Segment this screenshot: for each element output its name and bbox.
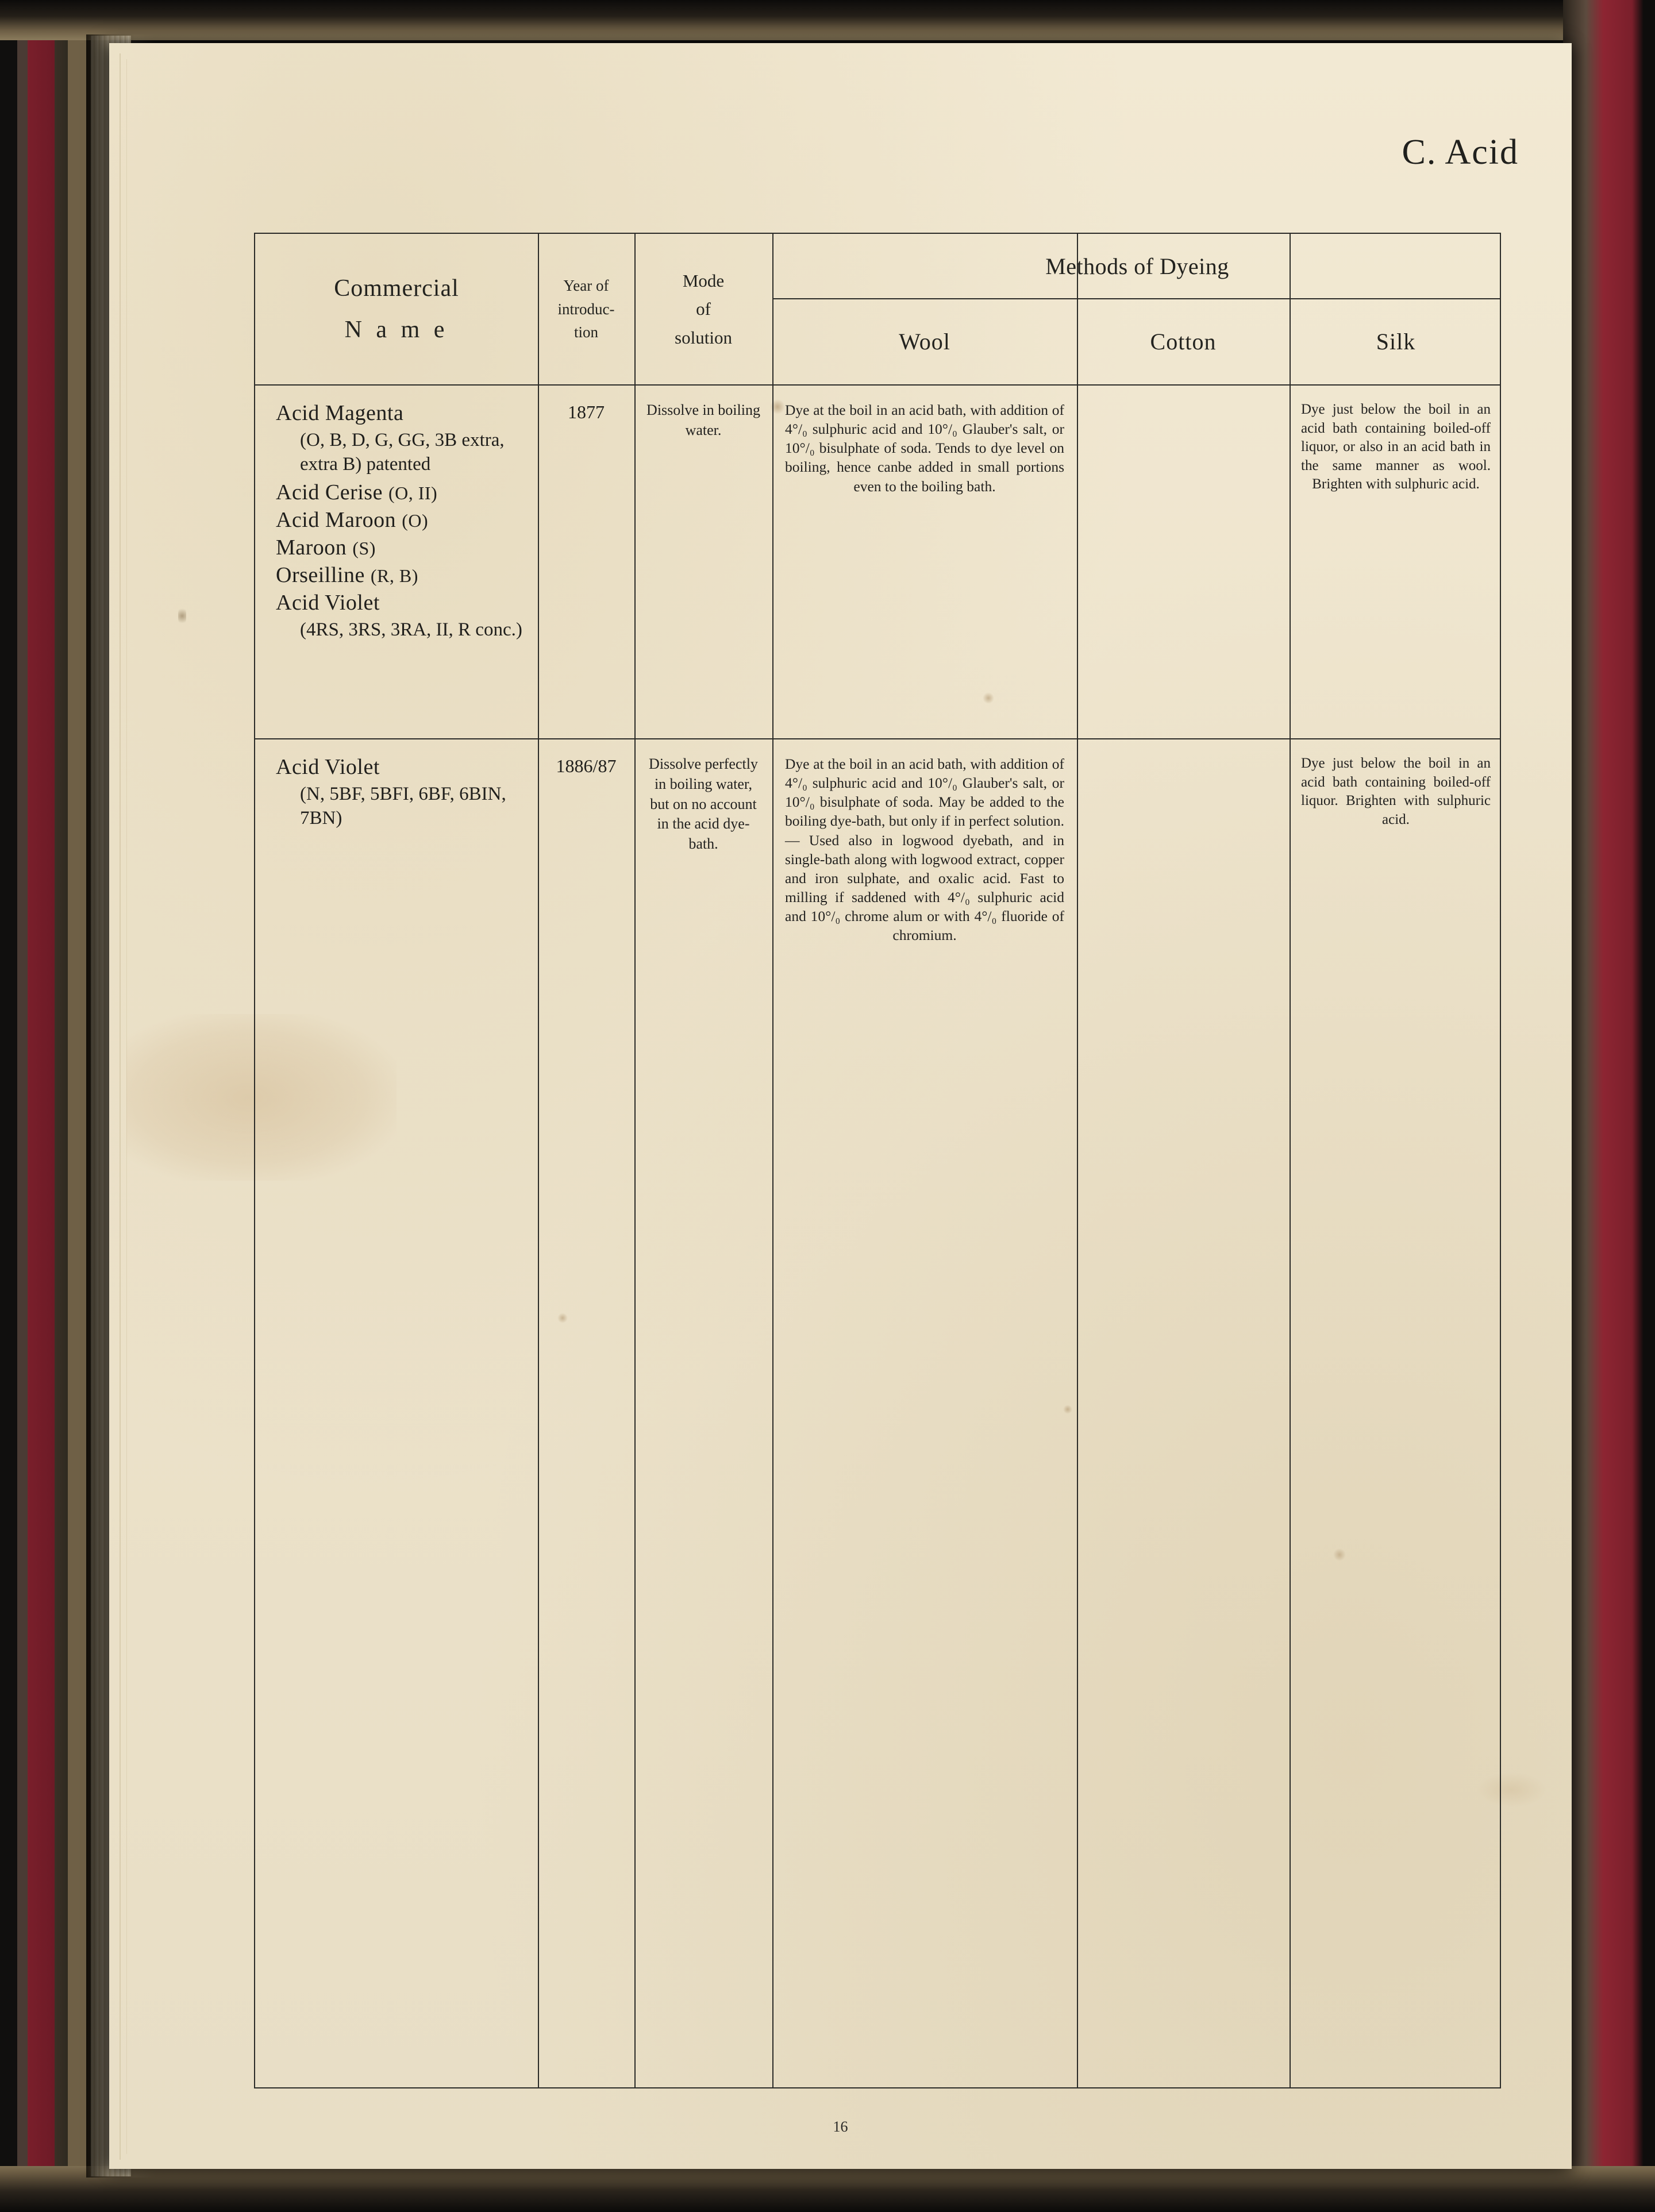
dye-name-variants: (S): [352, 538, 376, 559]
column-header-year-line3: tion: [574, 323, 598, 341]
column-header-mode-of-solution: [634, 234, 772, 384]
dye-name-variants: (R, B): [370, 565, 418, 587]
dye-name: [276, 480, 523, 505]
column-header-wool: Wool: [899, 328, 950, 354]
column-header-commercial-name: [255, 234, 538, 384]
table-row: [255, 384, 538, 652]
year-of-introduction-value: 1877: [568, 402, 605, 422]
dye-name: Acid Violet: [276, 591, 380, 615]
dye-name-variants: (O, B, D, G, GG, 3B extra, extra B) patented: [300, 430, 505, 475]
dye-name: Acid Violet: [276, 755, 380, 779]
column-header-methods-of-dyeing: Methods of Dyeing: [1045, 253, 1229, 279]
page-title: C. Acid: [1402, 133, 1519, 172]
table-column-divider: [1077, 234, 1078, 2087]
dye-name: Acid Magenta: [276, 401, 404, 425]
column-header-mode-line1: Mode: [682, 270, 725, 291]
book-cover-bottom-edge: [0, 2166, 1655, 2212]
dye-name: [276, 507, 523, 533]
mode-of-solution-value: Dissolve perfectly in boiling water, but on no account in the acid dye-bath.: [649, 756, 758, 853]
column-header-mode-line2: of: [696, 299, 711, 319]
column-header-silk: Silk: [1376, 328, 1416, 354]
wool-dyeing-method: Dye at the boil in an acid bath, with addition of 4°/₀ sulphuric acid and 10°/₀ Glauber's salt, or 10°/₀ bisulphate of soda. May be added to the boiling dye-bath, but only if in perfect solution. — Used also in logwood dyebath, and in single-bath along with logwood extract, copper and iron sulphate, and oxalic acid. Fast to milling if saddened with 4°/₀ sulphuric acid and 10°/₀ chrome alum or with 4°/₀ fluoride of chromium.: [785, 756, 1064, 944]
column-header-year-line1: Year of: [563, 277, 609, 295]
dye-name-variants: (4RS, 3RS, 3RA, II, R conc.): [300, 619, 522, 641]
dye-name-text: Orseilline: [276, 563, 365, 588]
table-column-divider: [634, 234, 636, 2087]
year-of-introduction-value: 1886/87: [556, 756, 617, 776]
column-header-commercial-line1: Commercial: [334, 275, 459, 302]
column-header-year-of-introduction: [538, 234, 634, 384]
table-column-divider: [1290, 234, 1291, 2087]
dye-name-text: Acid Maroon: [276, 508, 397, 533]
cotton-dyeing-method: [1077, 738, 1290, 754]
column-header-mode-line3: solution: [675, 327, 732, 348]
dye-name-text: Acid Cerise: [276, 480, 383, 505]
cotton-dyeing-method: [1077, 384, 1290, 400]
dye-name: [276, 535, 523, 560]
silk-dyeing-method: Dye just below the boil in an acid bath containing boiled-off liquor. Brighten with sulphuric acid.: [1301, 756, 1491, 827]
dye-name-variants: (N, 5BF, 5BFI, 6BF, 6BIN, 7BN): [300, 784, 506, 829]
book-cover-top-edge: [0, 0, 1655, 40]
column-header-year-line2: introduc-: [557, 300, 615, 318]
dye-name: [276, 562, 523, 588]
page-number: 16: [833, 2118, 848, 2135]
silk-dyeing-method: Dye just below the boil in an acid bath containing boiled-off liquor, or also in an acid bath in the same manner as wool. Brighten with sulphuric acid.: [1301, 402, 1491, 492]
column-header-commercial-line2: N a m e: [344, 317, 449, 343]
book-cover-right-edge: [1563, 0, 1655, 2212]
wool-dyeing-method: Dye at the boil in an acid bath, with addition of 4°/₀ sulphuric acid and 10°/₀ Glauber's salt, or 10°/₀ bisulphate of soda. Tends to dye level on boiling, hence canbe added in small portions even to the boiling bath.: [785, 402, 1064, 495]
dye-name-variants: (O): [402, 510, 429, 531]
dye-methods-table: [254, 233, 1501, 2088]
dye-name-text: Maroon: [276, 535, 347, 560]
table-row: [255, 738, 538, 839]
dye-name-variants: (O, II): [388, 483, 438, 504]
column-header-cotton: Cotton: [1150, 328, 1217, 354]
mode-of-solution-value: Dissolve in boiling water.: [646, 402, 760, 438]
table-column-divider: [772, 234, 773, 2087]
table-column-divider: [538, 234, 539, 2087]
book-page: [109, 43, 1572, 2169]
